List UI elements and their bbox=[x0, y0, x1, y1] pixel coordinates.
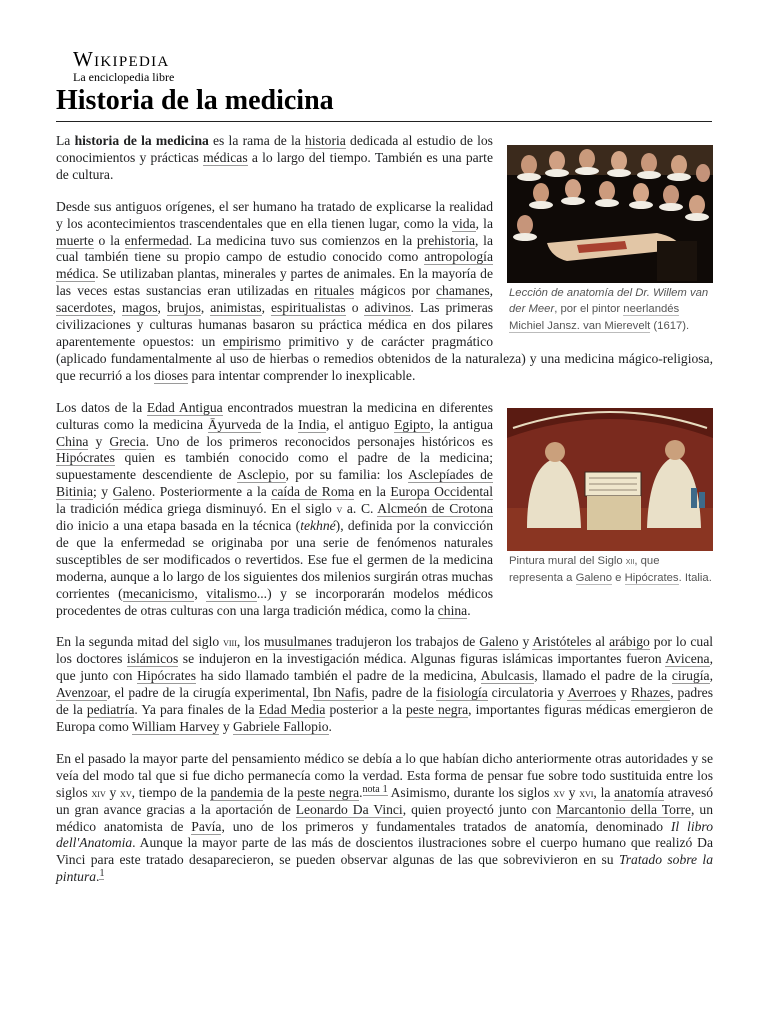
figure-anatomy-lesson bbox=[507, 145, 713, 334]
caption-link-neerlandes[interactable]: neerlandés bbox=[623, 303, 680, 316]
caption-link-hipocrates[interactable]: Hipócrates bbox=[624, 572, 679, 585]
page-title: Historia de la medicina bbox=[56, 84, 712, 122]
link-pavia[interactable]: Pavía bbox=[191, 818, 222, 834]
link-averroes[interactable]: Averroes bbox=[567, 685, 617, 701]
link-pandemia[interactable]: pandemia bbox=[210, 784, 264, 800]
link-musulmanes[interactable]: musulmanes bbox=[264, 634, 332, 650]
link-prehistoria[interactable]: prehistoria bbox=[416, 232, 476, 248]
link-historia[interactable]: historia bbox=[305, 133, 346, 148]
link-marcantonio-della-torre[interactable]: Marcantonio della Torre bbox=[556, 801, 692, 817]
link-magos[interactable]: magos bbox=[122, 300, 158, 316]
link-egipto[interactable]: Egipto bbox=[394, 416, 431, 432]
link-asclepiades-de-bitinia[interactable]: Asclepíades de Bitinia bbox=[56, 467, 493, 500]
link-hipocrates[interactable]: Hipócrates bbox=[56, 450, 115, 466]
link-grecia[interactable]: Grecia bbox=[109, 433, 146, 449]
link-medicas[interactable]: médicas bbox=[203, 149, 248, 165]
link-fisiologia[interactable]: fisiología bbox=[436, 685, 488, 701]
link-avicena[interactable]: Avicena bbox=[665, 651, 710, 667]
link-rituales[interactable]: rituales bbox=[314, 283, 355, 299]
link-avenzoar[interactable]: Avenzoar bbox=[56, 685, 108, 701]
caption-link-mierevelt[interactable]: Michiel Jansz. van Mierevelt bbox=[509, 319, 651, 332]
link-asclepio[interactable]: Asclepio bbox=[237, 467, 286, 483]
wikipedia-logo[interactable] bbox=[73, 48, 174, 84]
link-alcmeon-de-crotona[interactable]: Alcmeón de Crotona bbox=[377, 501, 493, 517]
footnote-ref-1[interactable]: 1 bbox=[99, 868, 105, 880]
link-china[interactable]: China bbox=[56, 433, 89, 449]
link-hipocrates-2[interactable]: Hipócrates bbox=[137, 668, 197, 684]
link-ayurveda[interactable]: Āyurveda bbox=[207, 416, 262, 432]
link-brujos[interactable]: brujos bbox=[166, 300, 201, 316]
logo-wordmark: Wikipedia bbox=[73, 47, 170, 71]
link-aristoteles[interactable]: Aristóteles bbox=[532, 634, 592, 650]
link-empirismo[interactable]: empirismo bbox=[222, 333, 281, 349]
paragraph-intro: La historia de la medicina es la rama de la historia dedicada al estudio de los conocimientos y prácticas médicas a lo largo del tiempo. También es una parte de cultura. bbox=[56, 133, 493, 182]
link-edad-media[interactable]: Edad Media bbox=[258, 702, 326, 718]
link-espiritualistas[interactable]: espiritualistas bbox=[270, 300, 346, 316]
link-peste-negra-2[interactable]: peste negra bbox=[297, 784, 360, 800]
link-ibn-nafis[interactable]: Ibn Nafis bbox=[312, 685, 365, 701]
link-galeno-2[interactable]: Galeno bbox=[479, 634, 519, 650]
link-adivinos[interactable]: adivinos bbox=[364, 300, 411, 316]
link-islamicos[interactable]: islámicos bbox=[126, 651, 179, 667]
figure-mural-galeno-hipocrates bbox=[507, 408, 713, 587]
link-muerte[interactable]: muerte bbox=[56, 232, 94, 248]
link-chamanes[interactable]: chamanes bbox=[436, 283, 490, 299]
link-galeno[interactable]: Galeno bbox=[112, 484, 152, 500]
link-william-harvey[interactable]: William Harvey bbox=[132, 719, 220, 734]
link-cirugia[interactable]: cirugía bbox=[671, 668, 710, 684]
caption-link-galeno[interactable]: Galeno bbox=[575, 572, 613, 585]
link-pediatria[interactable]: pediatría bbox=[86, 702, 135, 718]
figure-caption: Lección de anatomía del Dr. Willem van der Meer, por el pintor neerlandés Michiel Jansz. van Mierevelt (1617). bbox=[509, 287, 709, 332]
link-antropologia-medica[interactable]: antropología médica bbox=[56, 249, 493, 282]
link-vida[interactable]: vida bbox=[452, 215, 476, 231]
link-dioses[interactable]: dioses bbox=[154, 367, 189, 383]
link-sacerdotes[interactable]: sacerdotes bbox=[56, 300, 113, 316]
footnote-nota-1[interactable]: nota 1 bbox=[362, 783, 388, 795]
link-peste-negra[interactable]: peste negra bbox=[405, 702, 469, 718]
paragraph-islamic-medicine: En la segunda mitad del siglo viii, los musulmanes tradujeron los trabajos de Galeno y Aristóteles al arábigo por lo cual los doctores islámicos se indujeron en la investigación médica. Algunas figuras islámicas importantes fueron Avicena, que junto con Hipócrates ha sido llamado también el padre de la medicina, Abulcasis, llamado el padre de la cirugía, Avenzoar, el padre de la cirugía experimental, Ibn Nafis, padre de la fisiología circulatoria y Averroes y Rhazes, padres de la pediatría. Ya para finales de la Edad Media posterior a la peste negra, importantes figuras médicas emergieron de Europa como William Harvey y Gabriele Fallopio. bbox=[56, 634, 714, 734]
link-animistas[interactable]: animistas bbox=[210, 300, 262, 316]
link-mecanicismo[interactable]: mecanicismo bbox=[122, 585, 195, 601]
link-vitalismo[interactable]: vitalismo bbox=[206, 585, 257, 601]
link-caida-de-roma[interactable]: caída de Roma bbox=[271, 484, 355, 500]
paragraph-renaissance: En el pasado la mayor parte del pensamiento médico se debía a lo que habían dicho anteriormente otras autoridades y se veía del modo tal que si fue dicho permanecía como la verdad. Esta forma de pensar fue sobre todo sustituida entre los siglos xiv y xv, tiempo de la pandemia de la peste negra.$^{nota 1}$ Asimismo, durante los siglos xv y xvi, la anatomía atravesó un gran avance gracias a la aportación de Leonardo Da Vinci, quien proyectó junto con Marcantonio della Torre, un médico anatomista de Pavía, uno de los primeros y fundamentales tratados de anatomía, denominado Il libro dell'Anatomia. Aunque la mayor parte de las más de doscientos ilustraciones sobre el cuerpo humano que realizó Da Vinci para este tratado desaparecieron, se pueden observar algunas de las que sobrevivieron en su Tratado sobre la pintura.$^1$ bbox=[56, 750, 714, 885]
anatomy-lesson-painting[interactable] bbox=[507, 145, 713, 283]
link-gabriele-fallopio[interactable]: Gabriele Fallopio bbox=[233, 719, 329, 734]
paragraph-antiquity: Los datos de la Edad Antigua encontrados muestran la medicina en diferentes culturas como la medicina Āyurveda de la India, el antiguo Egipto, la antigua China y Grecia. Uno de los primeros reconocidos personajes históricos es Hipócrates quien es también conocido como el padre de la medicina; supuestamente descendiente de Asclepio, por su familia: los Asclepíades de Bitinia; y Galeno. Posteriormente a la caída de Roma en la Europa Occidental la tradición médica griega disminuyó. En el siglo v a. C. Alcmeón de Crotona dio inicio a una etapa basada en la técnica (tekhné), definida por la convicción de que la enfermedad se originaba por una serie de fenómenos naturales susceptibles de ser modificados o revertidos. Ese fue el germen de la medicina moderna, aunque a lo largo de los siguientes dos milenios surgirán otras muchas corrientes (mecanicismo, vitalismo...) y se incorporarán modelos médicos procedentes de otras culturas con una larga tradición médica, como la china. bbox=[56, 399, 494, 618]
link-abulcasis[interactable]: Abulcasis bbox=[480, 668, 535, 684]
logo-tagline: La enciclopedia libre bbox=[73, 70, 175, 84]
figure-caption: Pintura mural del Siglo xii, que representa a Galeno e Hipócrates. Italia. bbox=[509, 554, 712, 585]
link-edad-antigua[interactable]: Edad Antigua bbox=[146, 399, 223, 415]
article-body bbox=[56, 133, 713, 901]
link-india[interactable]: India bbox=[298, 416, 326, 432]
link-leonardo-da-vinci[interactable]: Leonardo Da Vinci bbox=[295, 801, 403, 817]
mural-painting[interactable] bbox=[507, 408, 713, 551]
link-china-medicine[interactable]: china bbox=[437, 602, 468, 618]
link-enfermedad[interactable]: enfermedad bbox=[124, 232, 189, 248]
link-arabigo[interactable]: arábigo bbox=[609, 634, 650, 650]
link-rhazes[interactable]: Rhazes bbox=[630, 685, 671, 701]
link-europa-occidental[interactable]: Europa Occidental bbox=[390, 484, 493, 500]
paragraph-origins: Desde sus antiguos orígenes, el ser humano ha tratado de explicarse la realidad y los acontecimientos trascendentales que en ella tienen lugar, como la vida, la muerte o la enfermedad. La medicina tuvo sus comienzos en la prehistoria, la cual también tiene su propio campo de estudio conocido como antropología médica. Se utilizaban plantas, minerales y partes de animales. En la mayoría de las veces estas sustancias eran utilizadas en rituales mágicos por chamanes, sacerdotes, magos, brujos, animistas, espiritualistas o adivinos. Las primeras civilizaciones y culturas humanas basaron su práctica médica en dos pilares aparentemente opuestos: un empirismo primitivo y de carácter pragmático (aplicado fundamentalmente al uso de hierbas o remedios obtenidos de la naturaleza) y una medicina mágico-religiosa, que recurrió a los dioses para intentar comprender lo inexplicable. bbox=[56, 198, 713, 383]
link-anatomia[interactable]: anatomía bbox=[614, 784, 664, 800]
